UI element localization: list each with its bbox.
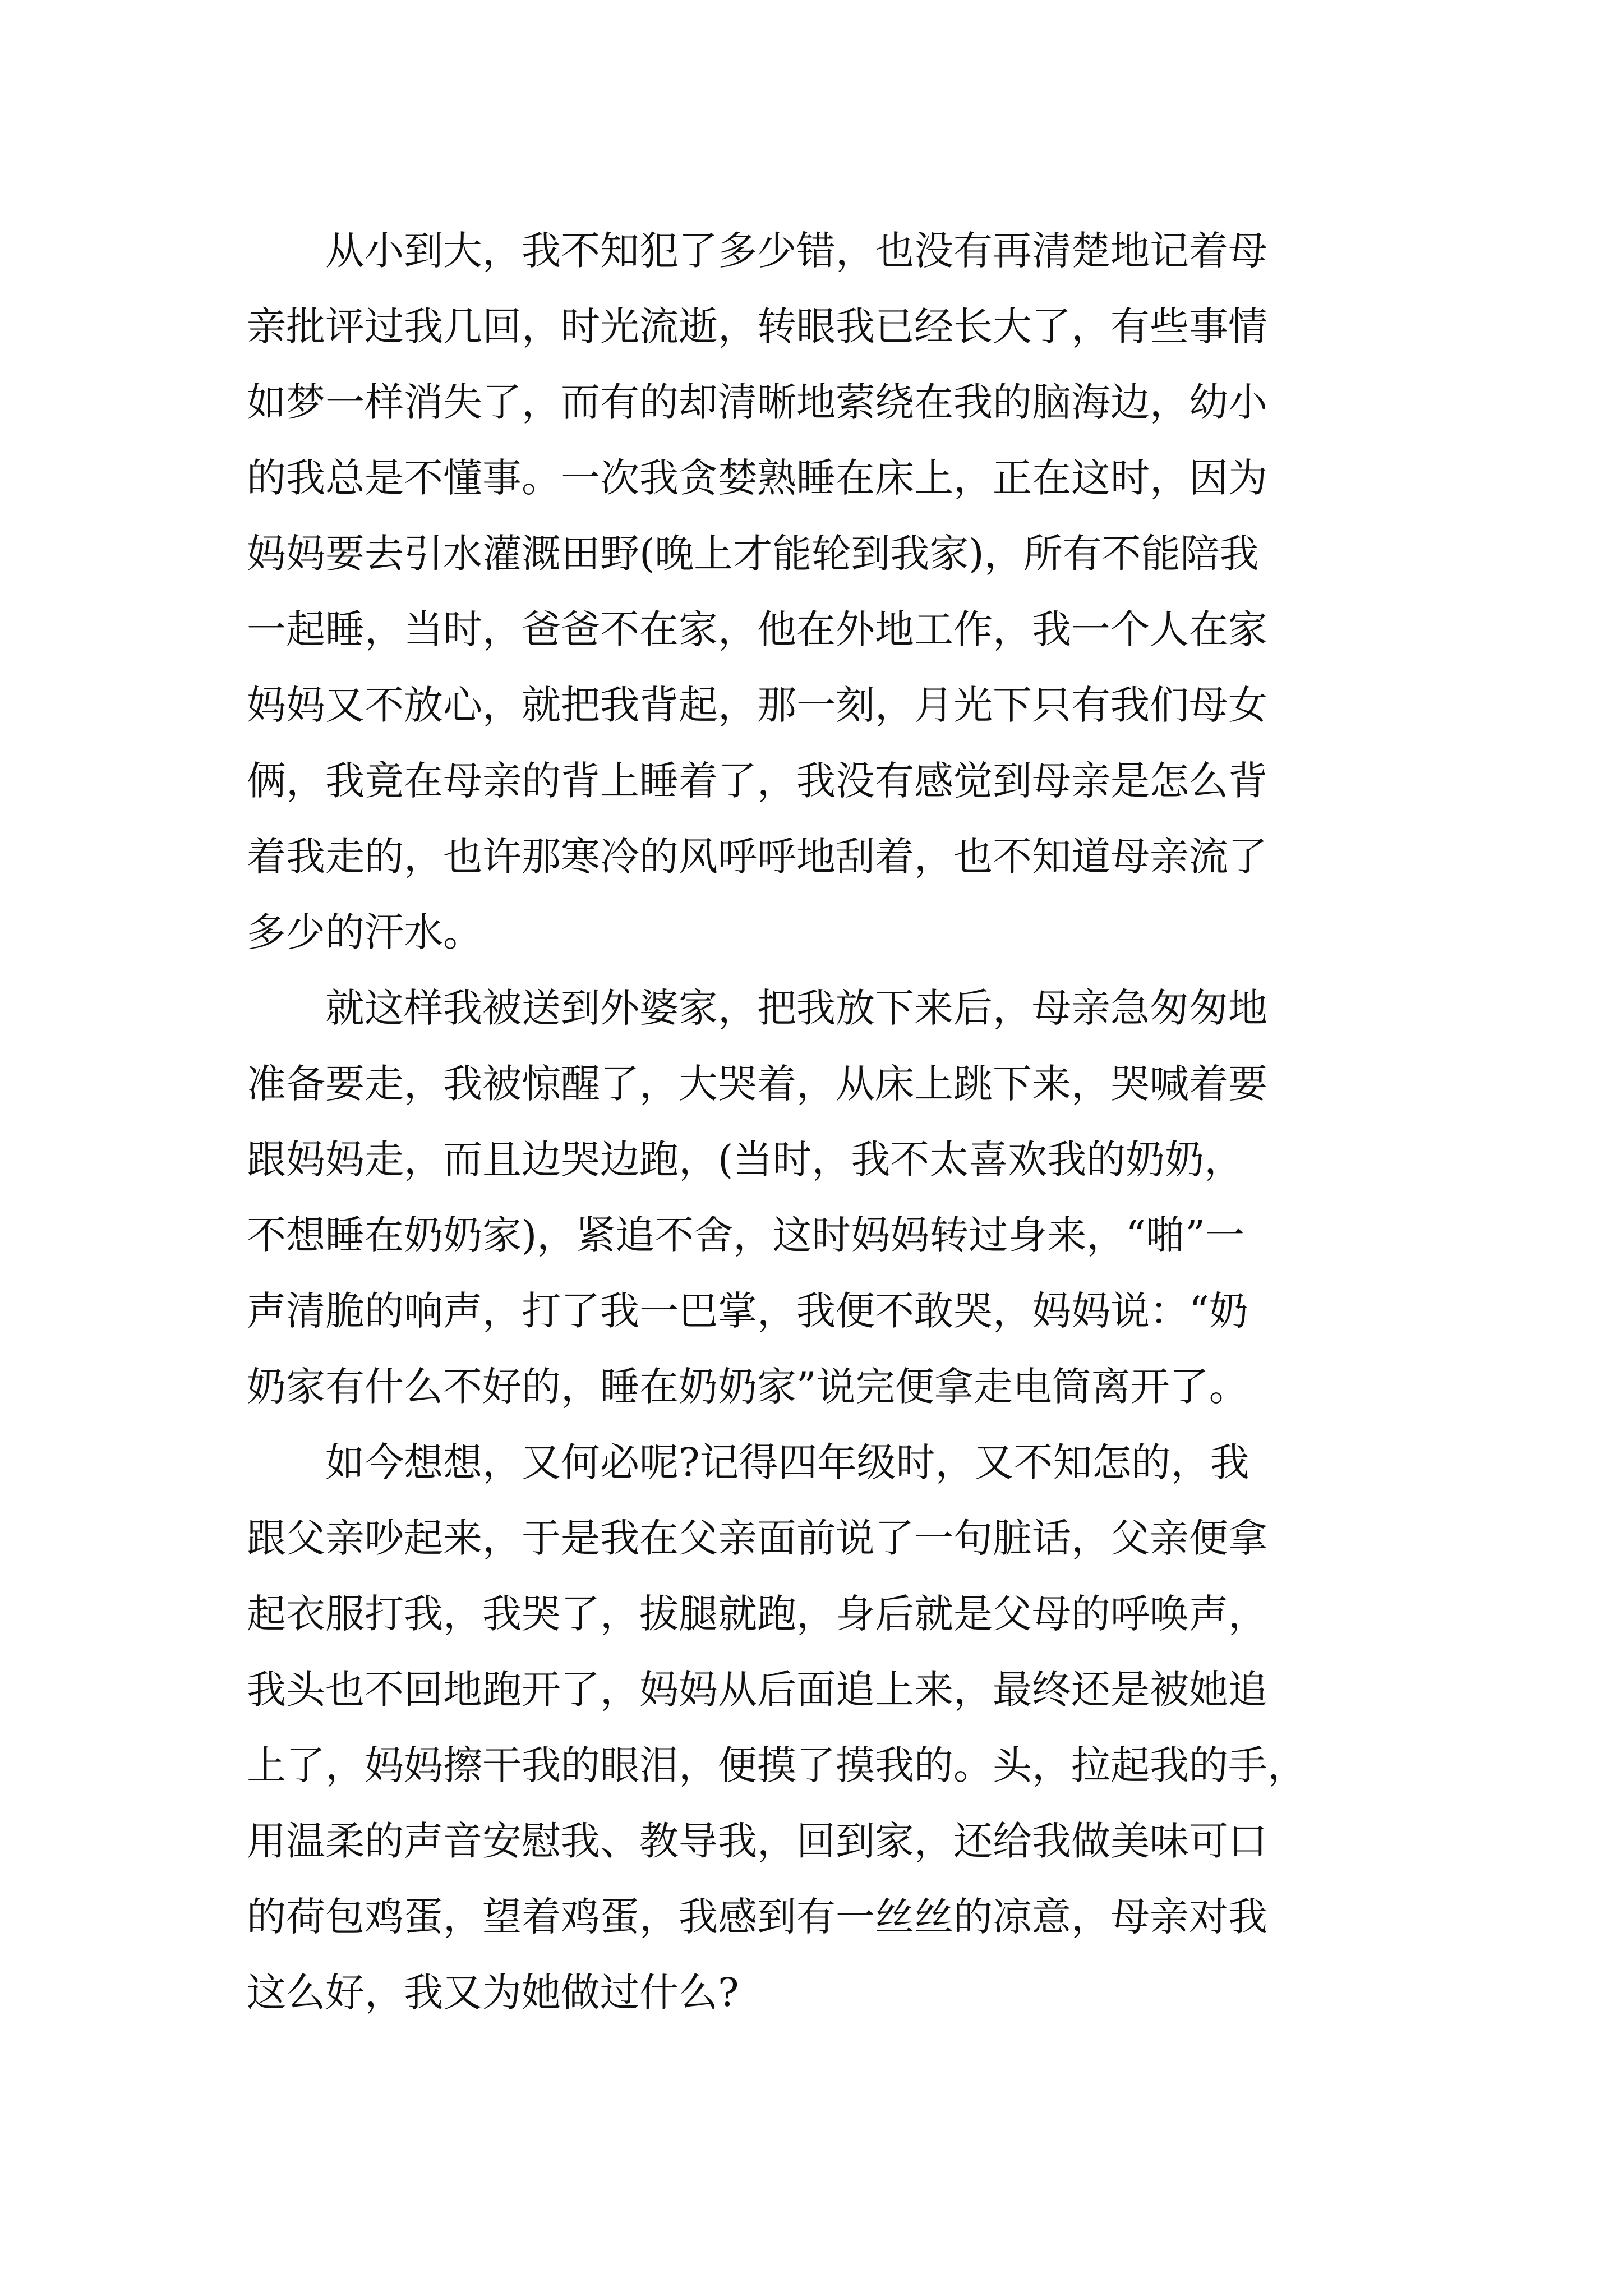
text-line: 妈妈又不放心，就把我背起，那一刻，月光下只有我们母女 — [247, 682, 1267, 728]
text-line: 亲批评过我几回，时光流逝，转眼我已经长大了，有些事情 — [247, 303, 1267, 349]
text-line: 从小到大，我不知犯了多少错，也没有再清楚地记着母 — [325, 228, 1267, 274]
document-body — [247, 213, 1391, 2031]
paragraph-1 — [247, 213, 1391, 970]
text-line: 妈妈要去引水灌溉田野(晚上才能轮到我家)，所有不能陪我 — [247, 531, 1259, 577]
text-line: 的我总是不懂事。一次我贪婪熟睡在床上，正在这时，因为 — [247, 455, 1267, 501]
paragraph-3 — [247, 1425, 1391, 2031]
text-line: 我头也不回地跑开了，妈妈从后面追上来，最终还是被她追 — [247, 1667, 1267, 1713]
text-line: 跟妈妈走，而且边哭边跑，(当时，我不太喜欢我的奶奶， — [247, 1137, 1244, 1182]
text-line: 俩，我竟在母亲的背上睡着了，我没有感觉到母亲是怎么背 — [247, 758, 1267, 804]
text-line: 声清脆的响声，打了我一巴掌，我便不敢哭，妈妈说：“奶 — [247, 1288, 1248, 1334]
text-line: 的荷包鸡蛋，望着鸡蛋，我感到有一丝丝的凉意，母亲对我 — [247, 1894, 1267, 1940]
text-line: 不想睡在奶奶家)，紧追不舍，这时妈妈转过身来，“啪”一 — [247, 1212, 1244, 1258]
text-line: 如梦一样消失了，而有的却清晰地萦绕在我的脑海边，幼小 — [247, 379, 1267, 425]
text-line: 跟父亲吵起来，于是我在父亲面前说了一句脏话，父亲便拿 — [247, 1515, 1267, 1561]
text-line: 这么好，我又为她做过什么? — [247, 1970, 739, 2016]
text-line: 起衣服打我，我哭了，拔腿就跑，身后就是父母的呼唤声， — [247, 1591, 1267, 1637]
paragraph-2 — [247, 970, 1391, 1425]
text-line: 用温柔的声音安慰我、教导我，回到家，还给我做美味可口 — [247, 1818, 1267, 1864]
text-line: 如今想想，又何必呢?记得四年级时，又不知怎的，我 — [325, 1439, 1249, 1485]
text-line: 奶家有什么不好的，睡在奶奶家”说完便拿走电筒离开了。 — [247, 1364, 1248, 1410]
text-line: 上了，妈妈擦干我的眼泪，便摸了摸我的。头，拉起我的手， — [247, 1742, 1307, 1788]
text-line: 就这样我被送到外婆家，把我放下来后，母亲急匆匆地 — [325, 985, 1267, 1031]
text-line: 多少的汗水。 — [247, 909, 482, 955]
text-line: 一起睡，当时，爸爸不在家，他在外地工作，我一个人在家 — [247, 606, 1267, 652]
text-line: 准备要走，我被惊醒了，大哭着，从床上跳下来，哭喊着要 — [247, 1061, 1267, 1107]
text-line: 着我走的，也许那寒冷的风呼呼地刮着，也不知道母亲流了 — [247, 834, 1267, 880]
